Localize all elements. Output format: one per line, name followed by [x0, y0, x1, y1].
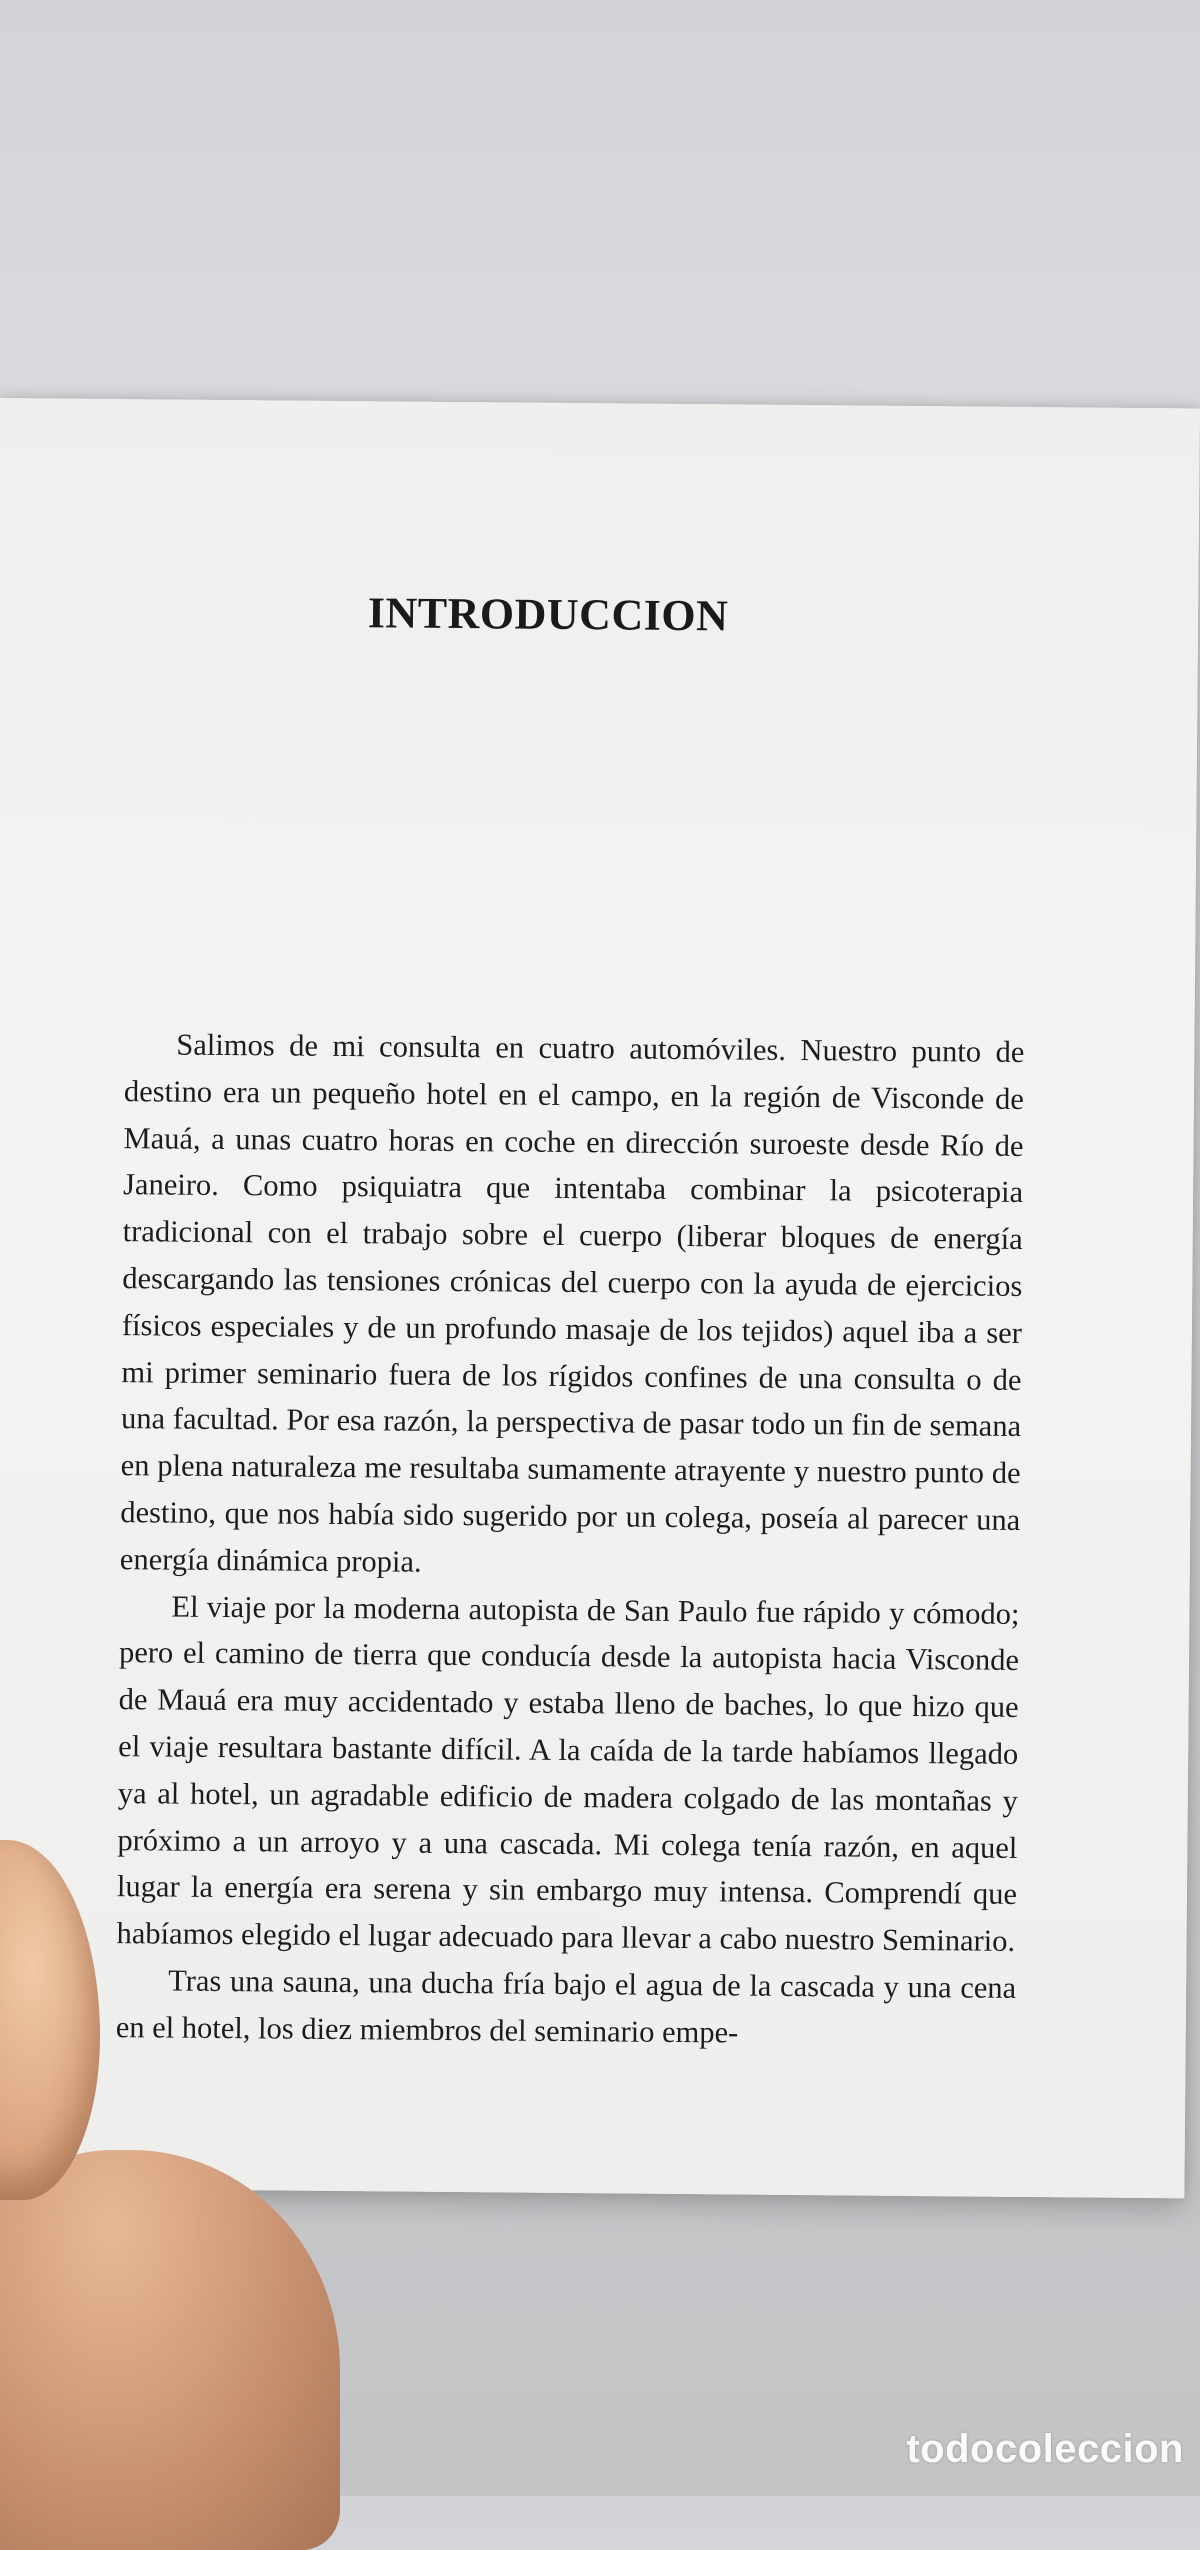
- paragraph-3: Tras una sauna, una ducha fría bajo el agua de la cascada y una cena en el hotel, los diez miembros del seminario empe-: [115, 1963, 1017, 2050]
- hand-holding-book: [0, 2150, 340, 2550]
- watermark: todocoleccion: [906, 2427, 1184, 2471]
- show-through-text: [400, 507, 1134, 963]
- paragraph-1: Salimos de mi consulta en cuatro automóviles. Nuestro punto de destino era un pequeño hotel en el campo, en la región de Visconde de Mauá, a unas cuatro horas en coche en dirección suroeste desde Río de Janeiro. Como psiquiatra que intentaba combinar la psicoterapia tradicional con el trabajo sobre el cuerpo (liberar bloques de energía descargando las tensiones crónicas del cuerpo con la ayuda de ejercicios físicos especiales y de un profundo masaje de los tejidos) aquel iba a ser mi primer seminario fuera de los rígidos confines de una consulta o de una facultad. Por esa razón, la perspectiva de pasar todo un fin de semana en plena naturaleza me resultaba sumamente atrayente y nuestro punto de destino, que nos había sido sugerido por un colega, poseía al parecer una energía dinámica propia.: [119, 1027, 1025, 1579]
- book-page: [0, 398, 1200, 2198]
- chapter-heading: INTRODUCCION: [367, 588, 729, 641]
- paragraph-2: El viaje por la moderna autopista de San Paulo fue rápido y cómodo; pero el camino de tierra que conducía desde la autopista hacia Visconde de Mauá era muy accidentado y estaba lleno de baches, lo que hizo que el viaje resultara bastante difícil. A la caída de la tarde habíamos llegado ya al hotel, un agradable edificio de madera colgado de las montañas y próximo a un arroyo y a una cascada. Mi colega tenía razón, en aquel lugar la energía era serena y sin embargo muy intensa. Comprendí que habíamos elegido el lugar adecuado para llevar a cabo nuestro Seminario.: [116, 1589, 1020, 1959]
- body-text: [116, 1021, 1025, 2058]
